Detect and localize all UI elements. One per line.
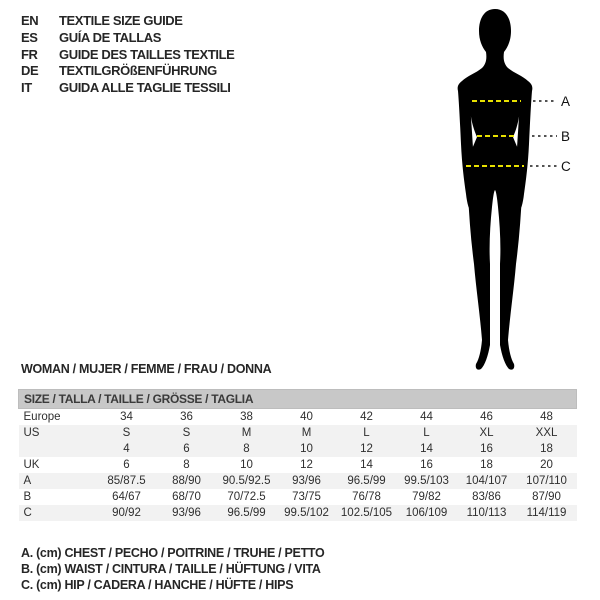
size-cell: 8 bbox=[243, 443, 250, 455]
size-cell: 104/107 bbox=[465, 475, 508, 487]
size-cell: 16 bbox=[420, 459, 433, 471]
lang-title: TEXTILGRÖßENFÜHRUNG bbox=[59, 63, 217, 79]
size-cell: 36 bbox=[180, 411, 193, 423]
size-cell: 8 bbox=[183, 459, 190, 471]
size-cell: 83/86 bbox=[472, 491, 501, 503]
size-cell: 90/92 bbox=[112, 507, 141, 519]
lang-code: IT bbox=[21, 80, 32, 96]
size-cell: 114/119 bbox=[526, 507, 567, 519]
table-row-uk bbox=[19, 457, 577, 473]
size-cell: 14 bbox=[360, 459, 373, 471]
woman-section-title: WOMAN / MUJER / FEMME / FRAU / DONNA bbox=[21, 362, 272, 376]
size-cell: 6 bbox=[123, 459, 130, 471]
size-cell: M bbox=[241, 427, 252, 439]
woman-silhouette-icon bbox=[458, 9, 533, 370]
table-row-us bbox=[19, 425, 577, 441]
table-row-us-numeric bbox=[19, 441, 577, 457]
size-cell: XXL bbox=[535, 427, 558, 439]
size-cell: 18 bbox=[480, 459, 493, 471]
row-label: C bbox=[23, 507, 32, 519]
size-cell: 93/96 bbox=[292, 475, 321, 487]
size-cell: 102.5/105 bbox=[340, 507, 393, 519]
measure-label-c: C bbox=[561, 159, 571, 174]
row-label bbox=[19, 441, 97, 457]
size-cell: 38 bbox=[240, 411, 253, 423]
size-header-label: SIZE / TALLA / TAILLE / GRÖSSE / TAGLIA bbox=[19, 390, 577, 409]
legend-chest: A. (cm) CHEST / PECHO / POITRINE / TRUHE / PETTO bbox=[21, 546, 325, 560]
size-cell: 4 bbox=[123, 443, 130, 455]
size-cell: 90.5/92.5 bbox=[222, 475, 271, 487]
size-cell: 87/90 bbox=[532, 491, 561, 503]
size-cell: 46 bbox=[480, 411, 493, 423]
size-cell: 96.5/99 bbox=[227, 507, 266, 519]
legend-waist: B. (cm) WAIST / CINTURA / TAILLE / HÜFTUNG / VITA bbox=[21, 562, 321, 577]
size-cell: 18 bbox=[540, 443, 553, 455]
size-cell: 110/113 bbox=[466, 507, 507, 519]
measure-label-b: B bbox=[561, 129, 571, 144]
size-cell: 93/96 bbox=[172, 507, 201, 519]
row-label: UK bbox=[23, 459, 40, 471]
row-label: A bbox=[23, 475, 32, 487]
lang-row-de bbox=[21, 63, 234, 80]
size-cell: 99.5/102 bbox=[284, 507, 329, 519]
size-cell: 12 bbox=[360, 443, 373, 455]
size-cell: 73/75 bbox=[292, 491, 321, 503]
size-cell: S bbox=[122, 427, 131, 439]
size-cell: 107/110 bbox=[526, 475, 567, 487]
size-cell: 10 bbox=[240, 459, 253, 471]
size-cell: 12 bbox=[300, 459, 313, 471]
size-cell: L bbox=[363, 427, 370, 439]
lang-row-it bbox=[21, 80, 234, 97]
lang-title: GUÍA DE TALLAS bbox=[59, 29, 162, 45]
size-cell: 20 bbox=[540, 459, 553, 471]
measurement-figure bbox=[420, 0, 580, 380]
size-cell: 44 bbox=[420, 411, 433, 423]
size-cell: 6 bbox=[183, 443, 190, 455]
row-label: Europe bbox=[23, 411, 61, 423]
language-title-list bbox=[21, 13, 234, 97]
size-cell: 64/67 bbox=[112, 491, 141, 503]
table-row-waist-b bbox=[19, 489, 577, 505]
lang-row-en bbox=[21, 13, 234, 30]
size-cell: 88/90 bbox=[172, 475, 201, 487]
table-row-chest-a bbox=[19, 473, 577, 489]
size-cell: 106/109 bbox=[405, 507, 448, 519]
size-cell: 10 bbox=[300, 443, 313, 455]
legend-hip: C. (cm) HIP / CADERA / HANCHE / HÜFTE / HIPS bbox=[21, 578, 294, 593]
size-cell: 16 bbox=[480, 443, 493, 455]
table-row-hip-c bbox=[19, 505, 577, 521]
size-cell: 99.5/103 bbox=[404, 475, 449, 487]
lang-code: EN bbox=[21, 13, 39, 28]
size-cell: S bbox=[182, 427, 191, 439]
size-cell: 14 bbox=[420, 443, 433, 455]
lang-title: TEXTILE SIZE GUIDE bbox=[59, 13, 183, 28]
measurement-legend bbox=[21, 545, 324, 594]
row-label: B bbox=[23, 491, 32, 503]
lang-code: ES bbox=[21, 29, 38, 45]
size-cell: 34 bbox=[120, 411, 133, 423]
size-cell: 48 bbox=[540, 411, 553, 423]
lang-code: DE bbox=[21, 63, 39, 79]
size-cell: 68/70 bbox=[172, 491, 201, 503]
lang-code: FR bbox=[21, 46, 38, 62]
size-cell: 79/82 bbox=[412, 491, 441, 503]
size-cell: 42 bbox=[360, 411, 373, 423]
lang-title: GUIDE DES TAILLES TEXTILE bbox=[59, 46, 235, 62]
lang-row-fr bbox=[21, 47, 234, 64]
size-cell: 96.5/99 bbox=[347, 475, 386, 487]
size-cell: 70/72.5 bbox=[227, 491, 266, 503]
table-header-row bbox=[19, 390, 577, 409]
table-row-europe bbox=[19, 409, 577, 426]
size-cell: M bbox=[301, 427, 312, 439]
row-label: US bbox=[23, 427, 40, 439]
size-cell: XL bbox=[479, 427, 494, 439]
size-cell: 40 bbox=[300, 411, 313, 423]
size-cell: 85/87.5 bbox=[107, 475, 146, 487]
size-table bbox=[18, 389, 577, 521]
lang-title: GUIDA ALLE TAGLIE TESSILI bbox=[59, 80, 231, 96]
size-cell: L bbox=[423, 427, 430, 439]
lang-row-es bbox=[21, 30, 234, 47]
measure-label-a: A bbox=[561, 94, 571, 109]
size-cell: 76/78 bbox=[352, 491, 381, 503]
